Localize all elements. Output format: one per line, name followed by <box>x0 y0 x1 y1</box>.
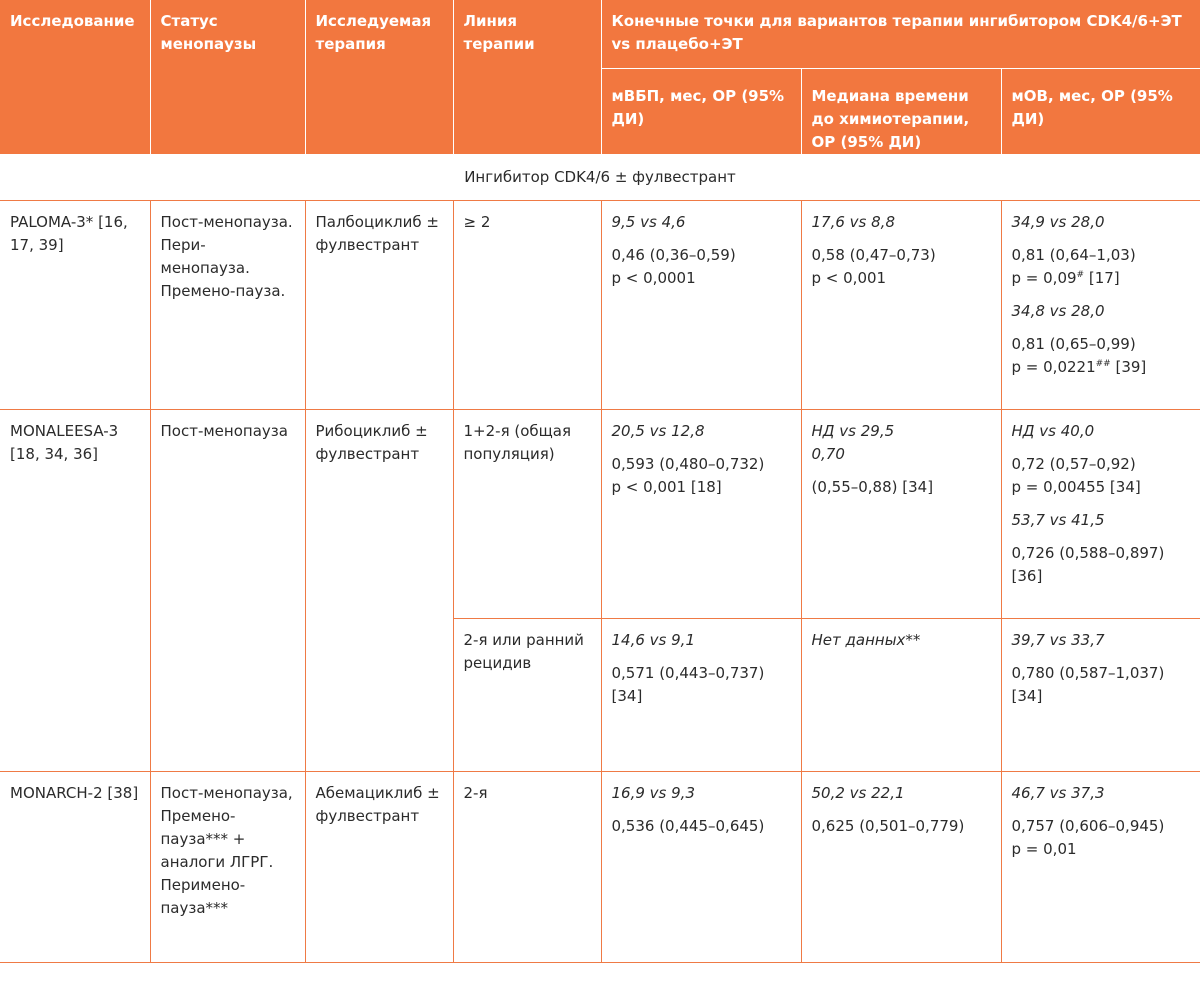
os-cell <box>1001 619 1200 772</box>
pfs-hr: 0,536 (0,445–0,645) <box>611 817 765 835</box>
therapy-line: ≥ 2 <box>453 201 601 410</box>
os-cell <box>1001 201 1200 410</box>
table-row <box>0 410 1200 619</box>
pfs-cell <box>601 772 801 963</box>
header-pfs: мВБП, мес, ОР (95% ДИ) <box>601 69 801 155</box>
os-months: 46,7 vs 37,3 <box>1011 784 1105 802</box>
chemo-p: p < 0,001 <box>811 269 887 287</box>
os-hr-updated: 0,726 (0,588–0,897) [36] <box>1011 544 1165 585</box>
os-months-updated: 34,8 vs 28,0 <box>1011 302 1105 320</box>
therapy-line: 2-я <box>453 772 601 963</box>
pfs-months: 9,5 vs 4,6 <box>611 213 686 231</box>
os-months: НД vs 40,0 <box>1011 422 1095 440</box>
os-cell <box>1001 410 1200 619</box>
chemo-cell <box>801 410 1001 619</box>
therapy-line: 1+2-я (общая популяция) <box>453 410 601 619</box>
os-p: p = 0,01 <box>1011 840 1077 858</box>
header-study: Исследование <box>0 0 150 155</box>
therapy-line: 2-я или ранний рецидив <box>453 619 601 772</box>
study-name: MONARCH-2 [38] <box>0 772 150 963</box>
os-cell <box>1001 772 1200 963</box>
study-name: MONALEESA-3 [18, 34, 36] <box>0 410 150 772</box>
pfs-hr: 0,571 (0,443–0,737) [34] <box>611 664 765 705</box>
section-heading: Ингибитор CDK4/6 ± фулвестрант <box>0 155 1200 201</box>
header-therapy-line: Линия терапии <box>453 0 601 155</box>
pfs-months: 14,6 vs 9,1 <box>611 631 695 649</box>
chemo-hr: 0,70 <box>811 445 845 463</box>
os-p-updated: p = 0,0221## [39] <box>1011 358 1147 376</box>
header-therapy: Исследуемая терапия <box>305 0 453 155</box>
menopause-status: Пост-менопауза <box>150 410 305 772</box>
therapy: Палбоциклиб ± фулвестрант <box>305 201 453 410</box>
header-endpoints: Конечные точки для вариантов терапии ингибитором CDK4/6+ЭТ vs плацебо+ЭТ <box>601 0 1200 69</box>
header-time-to-chemo: Медиана времени до химиотерапии, ОР (95% ДИ) <box>801 69 1001 155</box>
therapy: Рибоциклиб ± фулвестрант <box>305 410 453 772</box>
os-hr: 0,757 (0,606–0,945) <box>1011 817 1165 835</box>
pfs-hr: 0,593 (0,480–0,732) <box>611 455 765 473</box>
chemo-months: 50,2 vs 22,1 <box>811 784 905 802</box>
chemo-cell <box>801 772 1001 963</box>
header-menopause-status: Статус менопаузы <box>150 0 305 155</box>
pfs-months: 16,9 vs 9,3 <box>611 784 695 802</box>
pfs-cell <box>601 410 801 619</box>
chemo-months: НД vs 29,5 <box>811 422 895 440</box>
os-hr-updated: 0,81 (0,65–0,99) <box>1011 335 1136 353</box>
chemo-cell: Нет данных** <box>801 619 1001 772</box>
table-row <box>0 201 1200 410</box>
menopause-status: Пост-менопауза. Пери-менопауза. Премено-пауза. <box>150 201 305 410</box>
pfs-hr: 0,46 (0,36–0,59) <box>611 246 736 264</box>
chemo-hr: 0,625 (0,501–0,779) <box>811 817 965 835</box>
chemo-hr: 0,58 (0,47–0,73) <box>811 246 936 264</box>
pfs-cell <box>601 201 801 410</box>
pfs-months: 20,5 vs 12,8 <box>611 422 705 440</box>
os-hr: 0,780 (0,587–1,037) [34] <box>1011 664 1165 705</box>
os-p: p = 0,09# [17] <box>1011 269 1120 287</box>
os-p: p = 0,00455 [34] <box>1011 478 1141 496</box>
menopause-status: Пост-менопауза, Премено-пауза*** + аналоги ЛГРГ. Перимено-пауза*** <box>150 772 305 963</box>
pfs-cell <box>601 619 801 772</box>
table-row <box>0 772 1200 963</box>
chemo-ci: (0,55–0,88) [34] <box>811 478 934 496</box>
os-hr: 0,81 (0,64–1,03) <box>1011 246 1136 264</box>
os-months: 34,9 vs 28,0 <box>1011 213 1105 231</box>
os-hr: 0,72 (0,57–0,92) <box>1011 455 1136 473</box>
os-months: 39,7 vs 33,7 <box>1011 631 1105 649</box>
therapy: Абемациклиб ± фулвестрант <box>305 772 453 963</box>
study-name: PALOMA-3* [16, 17, 39] <box>0 201 150 410</box>
pfs-p: p < 0,0001 <box>611 269 696 287</box>
os-months-updated: 53,7 vs 41,5 <box>1011 511 1105 529</box>
chemo-months: 17,6 vs 8,8 <box>811 213 895 231</box>
pfs-p: p < 0,001 [18] <box>611 478 722 496</box>
header-os: мОВ, мес, ОР (95% ДИ) <box>1001 69 1200 155</box>
chemo-cell <box>801 201 1001 410</box>
